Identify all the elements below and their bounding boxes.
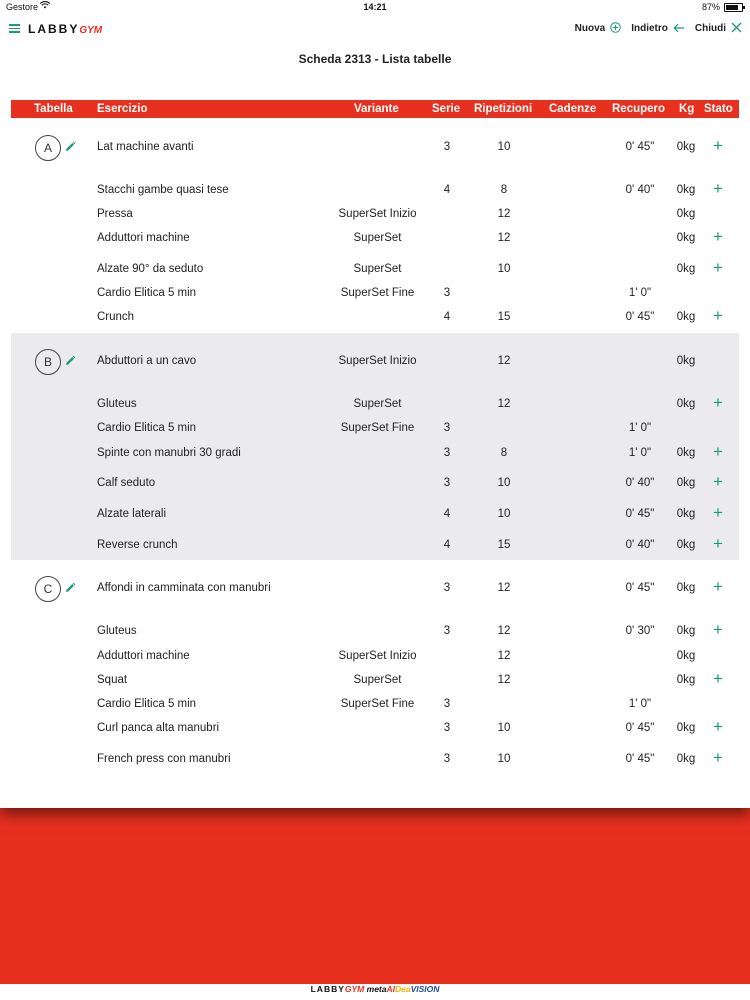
cell-ser: 3 <box>443 447 451 459</box>
back-label: Indietro <box>631 22 668 34</box>
cell-var: SuperSet Fine <box>340 422 415 434</box>
add-circle-icon <box>610 22 621 34</box>
header-tabella: Tabella <box>34 103 73 115</box>
cell-rec: 0' 40" <box>625 539 655 551</box>
cell-ser: 3 <box>443 582 451 594</box>
add-status-icon[interactable]: + <box>713 472 723 491</box>
table-row <box>0 351 750 371</box>
table-row <box>0 578 750 598</box>
page-title: Scheda 2313 - Lista tabelle <box>298 52 452 66</box>
new-label: Nuova <box>574 22 606 34</box>
cell-rip: 8 <box>500 184 508 196</box>
cell-ex: Cardio Elitica 5 min <box>97 698 197 710</box>
cell-kg: 0kg <box>676 722 696 734</box>
cell-kg: 0kg <box>676 477 696 489</box>
cell-rec: 1' 0" <box>628 447 652 459</box>
close-button[interactable] <box>695 22 742 34</box>
carrier-label: Gestore <box>6 2 39 12</box>
table-row <box>0 137 750 157</box>
status-bar <box>0 0 750 14</box>
table-row <box>0 535 750 555</box>
cell-rip: 12 <box>497 232 511 244</box>
cell-kg: 0kg <box>676 539 696 551</box>
cell-ser: 3 <box>443 141 451 153</box>
cell-ser: 4 <box>443 508 451 520</box>
cell-ex: Crunch <box>97 311 135 323</box>
add-status-icon[interactable]: + <box>713 136 723 155</box>
cell-rip: 10 <box>497 141 511 153</box>
add-status-icon[interactable]: + <box>713 227 723 246</box>
cell-ex: Stacchi gambe quasi tese <box>97 184 229 196</box>
add-status-icon[interactable]: + <box>713 534 723 553</box>
table-row <box>0 621 750 641</box>
cell-ser: 3 <box>443 698 451 710</box>
cell-kg: 0kg <box>676 625 696 637</box>
cell-var: SuperSet <box>353 674 402 686</box>
top-navbar <box>0 18 750 40</box>
table-row <box>0 670 750 690</box>
cell-rip: 10 <box>497 722 511 734</box>
cell-ex: Lat machine avanti <box>97 141 194 153</box>
cell-rec: 1' 0" <box>628 287 652 299</box>
cell-ser: 3 <box>443 625 451 637</box>
cell-var: SuperSet Inizio <box>338 650 417 662</box>
header-esercizio: Esercizio <box>97 103 148 115</box>
cell-var: SuperSet Inizio <box>338 208 417 220</box>
cell-var: SuperSet Inizio <box>338 355 417 367</box>
table-row <box>0 228 750 248</box>
cell-ser: 4 <box>443 539 451 551</box>
cell-ex: Squat <box>97 674 128 686</box>
table-row <box>0 259 750 279</box>
cell-rec: 0' 45" <box>625 753 655 765</box>
battery-percent: 87% <box>701 2 720 12</box>
cell-rip: 12 <box>497 650 511 662</box>
table-row <box>0 718 750 738</box>
cell-ex: Adduttori machine <box>97 232 190 244</box>
cell-ser: 3 <box>443 722 451 734</box>
cell-ex: Spinte con manubri 30 gradi <box>97 447 241 459</box>
cell-var: SuperSet <box>353 398 402 410</box>
header-stato: Stato <box>704 103 733 115</box>
cell-ser: 3 <box>443 477 451 489</box>
cell-rec: 1' 0" <box>628 422 652 434</box>
cell-rip: 8 <box>500 447 508 459</box>
cell-ser: 4 <box>443 184 451 196</box>
cell-kg: 0kg <box>676 141 696 153</box>
cell-ex: Pressa <box>97 208 133 220</box>
cell-kg: 0kg <box>676 674 696 686</box>
cell-rip: 12 <box>497 398 511 410</box>
table-header <box>11 100 739 118</box>
cell-rip: 10 <box>497 263 511 275</box>
cell-kg: 0kg <box>676 311 696 323</box>
cell-rip: 15 <box>497 539 511 551</box>
cell-rip: 12 <box>497 674 511 686</box>
cell-ex: Alzate 90° da seduto <box>97 263 204 275</box>
table-row <box>0 504 750 524</box>
cell-ex: Reverse crunch <box>97 539 178 551</box>
cell-ex: Calf seduto <box>97 477 156 489</box>
hamburger-menu-icon[interactable] <box>9 24 20 33</box>
add-status-icon[interactable]: + <box>713 620 723 639</box>
header-variante: Variante <box>354 103 399 115</box>
cell-rec: 0' 45" <box>625 722 655 734</box>
table-row <box>0 180 750 200</box>
cell-rip: 12 <box>497 625 511 637</box>
cell-ex: Affondi in camminata con manubri <box>97 582 271 594</box>
add-status-icon[interactable]: + <box>713 179 723 198</box>
table-letter-badge: C <box>35 576 61 602</box>
cell-kg: 0kg <box>676 508 696 520</box>
arrow-left-icon <box>673 23 685 34</box>
cell-rip: 10 <box>497 753 511 765</box>
table-row <box>0 394 750 414</box>
table-row <box>0 418 750 438</box>
cell-kg: 0kg <box>676 398 696 410</box>
cell-rec: 0' 45" <box>625 508 655 520</box>
cell-rip: 10 <box>497 508 511 520</box>
cell-kg: 0kg <box>676 232 696 244</box>
app-logo: LABBYGYM <box>28 22 103 36</box>
table-row <box>0 473 750 493</box>
footer-branding: LABBYGYM metaAIDeaVISION <box>0 984 750 1000</box>
cell-ser: 3 <box>443 287 451 299</box>
cell-kg: 0kg <box>676 753 696 765</box>
cell-kg: 0kg <box>676 355 696 367</box>
table-row <box>0 443 750 463</box>
cell-rec: 0' 45" <box>625 311 655 323</box>
cell-ex: Gluteus <box>97 625 137 637</box>
battery-icon <box>724 3 743 12</box>
cell-rec: 0' 40" <box>625 477 655 489</box>
add-status-icon[interactable]: + <box>713 669 723 688</box>
cell-rec: 1' 0" <box>628 698 652 710</box>
cell-ser: 3 <box>443 753 451 765</box>
header-serie: Serie <box>432 103 461 115</box>
cell-kg: 0kg <box>676 650 696 662</box>
table-row <box>0 307 750 327</box>
add-status-icon[interactable]: + <box>713 306 723 325</box>
cell-ser: 4 <box>443 311 451 323</box>
cell-ex: Gluteus <box>97 398 137 410</box>
table-row <box>0 749 750 769</box>
clock: 14:21 <box>363 2 387 12</box>
cell-var: SuperSet Fine <box>340 698 415 710</box>
cell-kg: 0kg <box>676 184 696 196</box>
cell-ex: Alzate laterali <box>97 508 167 520</box>
header-recupero: Recupero <box>612 103 666 115</box>
cell-ex: Adduttori machine <box>97 650 190 662</box>
cell-rip: 12 <box>497 582 511 594</box>
add-status-icon[interactable]: + <box>713 577 723 596</box>
new-button[interactable] <box>575 22 622 34</box>
add-status-icon[interactable]: + <box>713 393 723 412</box>
cell-rec: 0' 30" <box>625 625 655 637</box>
cell-ex: Cardio Elitica 5 min <box>97 422 197 434</box>
table-letter-badge: B <box>35 349 61 375</box>
cell-var: SuperSet <box>353 232 402 244</box>
cell-kg: 0kg <box>676 582 696 594</box>
add-status-icon[interactable]: + <box>713 258 723 277</box>
cell-ex: Abduttori a un cavo <box>97 355 197 367</box>
cell-kg: 0kg <box>676 263 696 275</box>
cell-rip: 12 <box>497 355 511 367</box>
add-status-icon[interactable]: + <box>713 717 723 736</box>
table-row <box>0 694 750 714</box>
cell-kg: 0kg <box>676 208 696 220</box>
close-label: Chiudi <box>694 22 726 34</box>
cell-rec: 0' 45" <box>625 582 655 594</box>
table-row <box>0 646 750 666</box>
cell-kg: 0kg <box>676 447 696 459</box>
table-row <box>0 204 750 224</box>
cell-rip: 12 <box>497 208 511 220</box>
header-ripetizioni: Ripetizioni <box>474 103 533 115</box>
cell-var: SuperSet <box>353 263 402 275</box>
cell-ex: Curl panca alta manubri <box>97 722 220 734</box>
cell-ex: French press con manubri <box>97 753 231 765</box>
add-status-icon[interactable]: + <box>713 748 723 767</box>
cell-rip: 10 <box>497 477 511 489</box>
cell-rec: 0' 40" <box>625 184 655 196</box>
cell-ex: Cardio Elitica 5 min <box>97 287 197 299</box>
cell-var: SuperSet Fine <box>340 287 415 299</box>
cell-rec: 0' 45" <box>625 141 655 153</box>
add-status-icon[interactable]: + <box>713 503 723 522</box>
header-cadenze: Cadenze <box>549 103 597 115</box>
header-kg: Kg <box>679 103 695 115</box>
table-letter-badge: A <box>35 135 61 161</box>
cell-rip: 15 <box>497 311 511 323</box>
table-row <box>0 283 750 303</box>
close-icon <box>731 22 742 34</box>
add-status-icon[interactable]: + <box>713 442 723 461</box>
back-button[interactable] <box>631 23 685 34</box>
cell-ser: 3 <box>443 422 451 434</box>
